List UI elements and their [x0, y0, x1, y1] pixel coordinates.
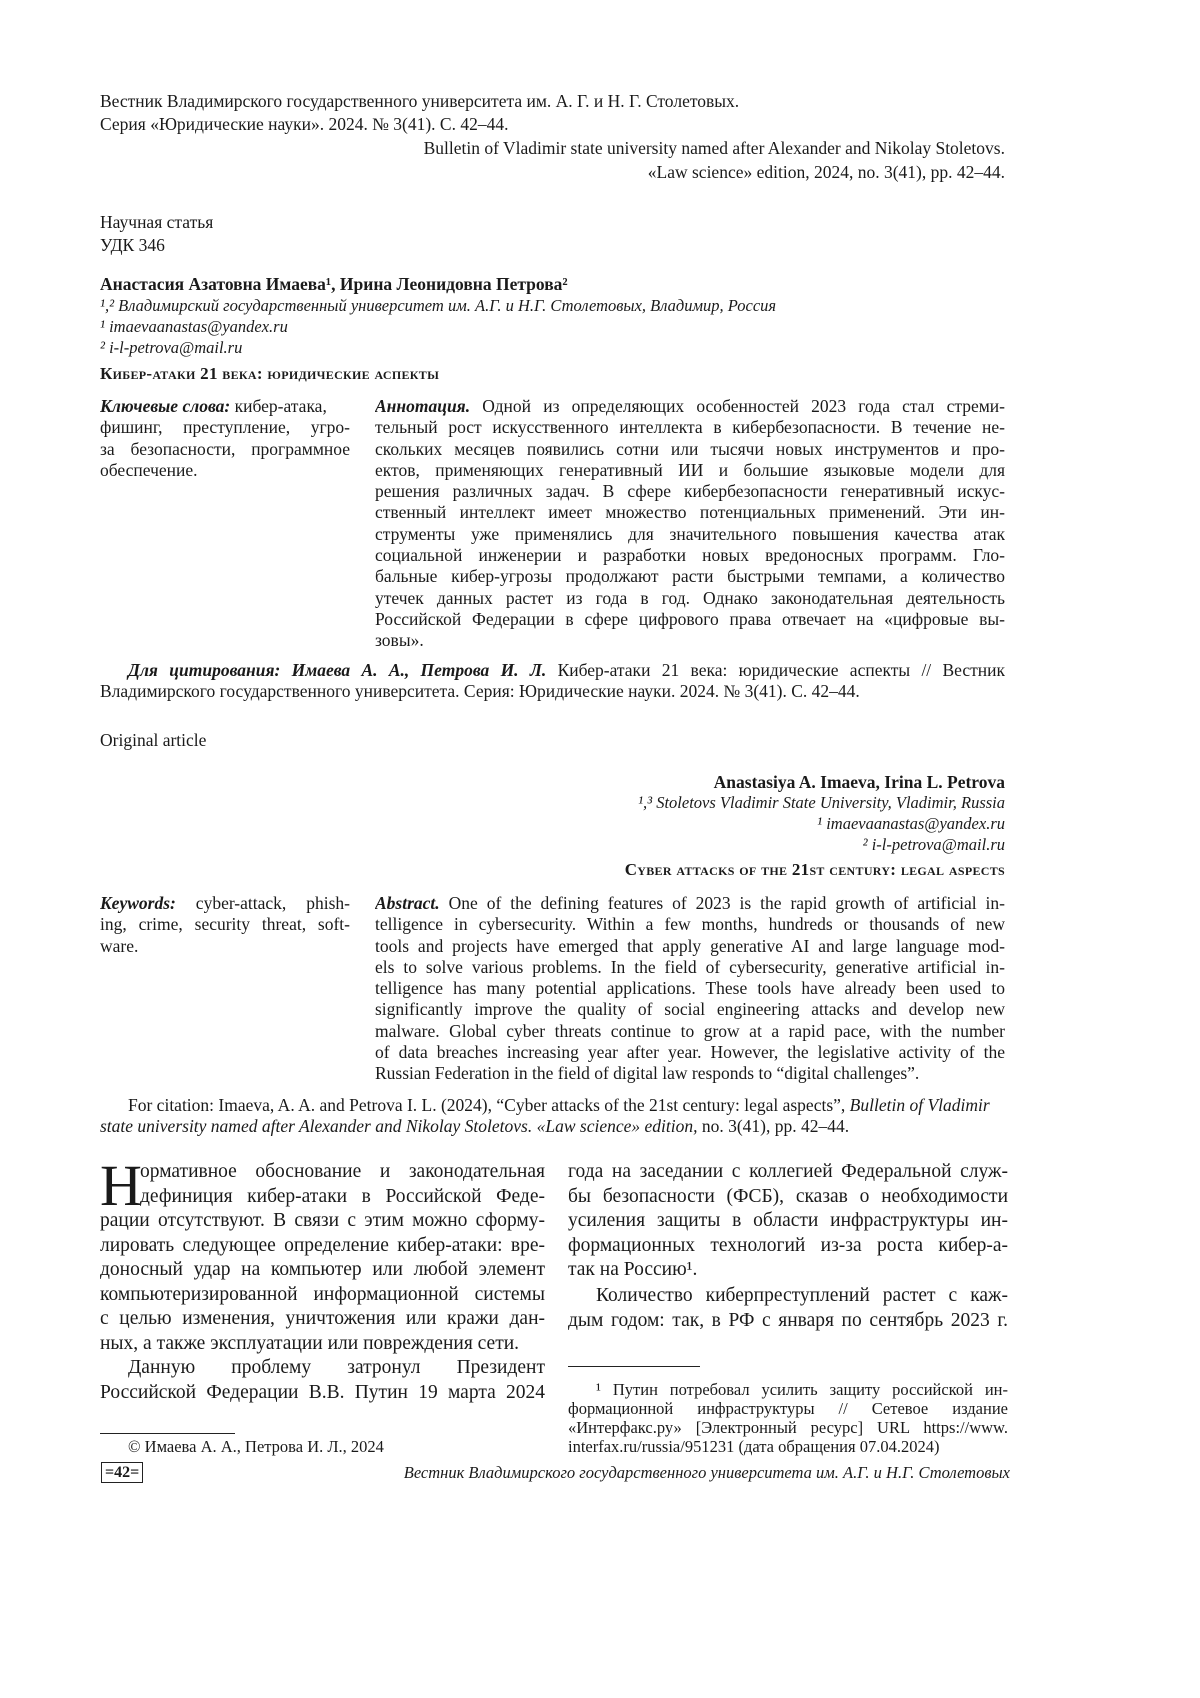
text-line: дефиниция кибер-атаки в Российской Феде- — [100, 1185, 545, 1210]
text-line: формационных технологий из-за роста кибер-а- — [568, 1234, 1008, 1259]
text-line: скольких месяцев появились сотни или тысячи новых инструментов и про- — [375, 439, 1005, 460]
text-line: tools and projects have emerged that apply generative AI and large language mod- — [375, 936, 1005, 957]
affiliation-en: ¹,³ Stoletovs Vladimir State University, Vladimir, Russia — [638, 793, 1005, 813]
citation-text: For citation: Imaeva, A. A. and Petrova I. L. (2024), “Cyber attacks of the 21st century: legal aspects”, — [128, 1095, 845, 1115]
text-line: «Интерфакс.ру» [Электронный ресурс] URL https://www. — [568, 1418, 1008, 1437]
citation-en — [128, 1095, 1005, 1116]
text-line: malware. Global cyber threats continue to grow at a rapid pace, with the number — [375, 1021, 1005, 1042]
text-line: утечек данных растет из года в год. Однако законодательная деятельность — [375, 588, 1005, 609]
text-line: telligence has many potential applications. These tools have already been used to — [375, 978, 1005, 999]
text-line: ¹ Путин потребовал усилить защиту российской ин- — [568, 1380, 1008, 1399]
text-line: Российской Федерации В.В. Путин 19 марта 2024 — [100, 1381, 545, 1406]
email-1-en: ¹ imaevaanastas@yandex.ru — [817, 814, 1005, 834]
text-line: Российской Федерации в сфере цифрового права отвечает на «цифровые вы- — [375, 609, 1005, 630]
copyright-divider — [100, 1433, 235, 1434]
text-line: ных, а также эксплуатации или повреждения сети. — [100, 1332, 545, 1357]
abstract-lines — [375, 417, 1005, 651]
header-ru — [100, 90, 739, 136]
affiliation-ru: ¹,² Владимирский государственный университет им. А.Г. и Н.Г. Столетовых, Владимир, Россия — [100, 296, 776, 316]
footer-journal: Вестник Владимирского государственного университета им. А.Г. и Н.Г. Столетовых — [404, 1463, 1010, 1483]
udc: УДК 346 — [100, 235, 165, 256]
text-line: формационной инфраструктуры // Сетевое издание — [568, 1399, 1008, 1418]
text-line: els to solve various problems. In the field of cybersecurity, generative artificial in- — [375, 957, 1005, 978]
text-line: с целью изменения, уничтожения или кражи дан- — [100, 1307, 545, 1332]
text-line: усиления защиты в области инфраструктуры ин- — [568, 1209, 1008, 1234]
authors-en: Anastasiya A. Imaeva, Irina L. Petrova — [714, 772, 1005, 793]
keywords-label: Ключевые слова: — [100, 396, 230, 416]
text-line: interfax.ru/russia/951231 (дата обращения 07.04.2024) — [568, 1437, 1008, 1456]
abstract-en — [375, 893, 1005, 1085]
abstract-label: Abstract. — [375, 893, 440, 913]
keywords-ru — [100, 396, 350, 481]
text-line: за безопасности, программное — [100, 439, 350, 460]
text-line: зовы». — [375, 630, 1005, 651]
text-line: ектов, применяющих генеративный ИИ и большие языковые модели для — [375, 460, 1005, 481]
abstract-line: One of the defining features of 2023 is the rapid growth of artificial in- — [449, 893, 1005, 913]
article-type-en: Original article — [100, 730, 206, 751]
text-line: лировать следующее определение кибер-атаки: вре- — [100, 1234, 545, 1259]
article-type-ru: Научная статья — [100, 212, 213, 233]
footnote — [568, 1380, 1008, 1456]
text-line: ware. — [100, 936, 350, 957]
text-line: струменты уже применялись для значительного повышения качества атак — [375, 524, 1005, 545]
keyword-line: кибер-атака, — [235, 396, 327, 416]
abstract-label: Аннотация. — [375, 396, 470, 416]
citation-line: Кибер-атаки 21 века: юридические аспекты // Вестник — [558, 660, 1005, 680]
text-line: так на Россию¹. — [568, 1258, 1008, 1283]
abstract-ru — [375, 396, 1005, 652]
text-line: telligence in cybersecurity. Within a few months, hundreds or thousands of new — [375, 914, 1005, 935]
text-line: Серия «Юридические науки». 2024. № 3(41). С. 42–44. — [100, 113, 739, 136]
text-line: доносный удар на компьютер или любой элемент — [100, 1258, 545, 1283]
text-line: бы безопасности (ФСБ), сказав о необходимости — [568, 1185, 1008, 1210]
article-title-en: Cyber attacks of the 21st century: legal aspects — [625, 860, 1005, 880]
page-number: =42= — [101, 1462, 143, 1483]
keywords-en — [100, 893, 350, 957]
citation-en-line2 — [100, 1116, 849, 1137]
text-line: Bulletin of Vladimir state university named after Alexander and Nikolay Stoletovs. — [424, 136, 1005, 160]
drop-cap: Н — [100, 1160, 142, 1212]
citation-journal: state university named after Alexander and Nikolay Stoletovs. «Law science» edition, — [100, 1116, 697, 1136]
text-line: significantly improve the quality of social engineering attacks and develop new — [375, 999, 1005, 1020]
text-line: социальной инженерии и разработки новых вредоносных программ. Гло- — [375, 545, 1005, 566]
text-line: «Law science» edition, 2024, no. 3(41), pp. 42–44. — [424, 160, 1005, 184]
text-line: of data breaches increasing year after year. However, the legislative activity of the — [375, 1042, 1005, 1063]
body-right-p1 — [568, 1160, 1008, 1283]
header-en — [424, 136, 1005, 184]
text-line: ing, crime, security threat, soft- — [100, 914, 350, 935]
keyword-line: cyber-attack, phish- — [196, 893, 350, 913]
footnote-divider — [568, 1366, 700, 1367]
abstract-line: Одной из определяющих особенностей 2023 года стал стреми- — [482, 396, 1005, 416]
keyword-lines — [100, 914, 350, 957]
citation-ru-line2: Владимирского государственного университета. Серия: Юридические науки. 2024. № 3(41). С. 42–44. — [100, 681, 860, 702]
email-2-en: ² i-l-petrova@mail.ru — [863, 835, 1005, 855]
text-line: рации отсутствуют. В связи с этим можно сформу- — [100, 1209, 545, 1234]
text-line: Количество киберпреступлений растет с каж- — [568, 1284, 1008, 1309]
text-line: Вестник Владимирского государственного университета им. А. Г. и Н. Г. Столетовых. — [100, 90, 739, 113]
text-line: бальные кибер-угрозы продолжают расти быстрыми темпами, а количество — [375, 566, 1005, 587]
citation-ru — [128, 660, 1005, 681]
article-title-ru: Кибер-атаки 21 века: юридические аспекты — [100, 364, 439, 384]
citation-journal: Bulletin of Vladimir — [850, 1095, 990, 1115]
text-line: обеспечение. — [100, 460, 350, 481]
authors-ru: Анастасия Азатовна Имаева¹, Ирина Леонидовна Петрова² — [100, 274, 568, 295]
citation-text: no. 3(41), pp. 42–44. — [702, 1116, 849, 1136]
text-line: фишинг, преступление, угро- — [100, 417, 350, 438]
text-line: ормативное обоснование и законодательная — [100, 1160, 545, 1185]
text-line: тельный рост искусственного интеллекта в кибербезопасности. В течение не- — [375, 417, 1005, 438]
body-left-p1 — [100, 1160, 545, 1356]
citation-label: Для цитирования: Имаева А. А., Петрова И. Л. — [128, 660, 546, 680]
text-line: дым годом: так, в РФ с января по сентябрь 2023 г. — [568, 1309, 1008, 1334]
email-1-ru: ¹ imaevaanastas@yandex.ru — [100, 317, 288, 337]
text-line: года на заседании с коллегией Федеральной служ- — [568, 1160, 1008, 1185]
text-line: Russian Federation in the field of digital law responds to “digital challenges”. — [375, 1063, 1005, 1084]
text-line: ственный интеллект имеет множество потенциальных применений. Эти ин- — [375, 502, 1005, 523]
email-2-ru: ² i-l-petrova@mail.ru — [100, 338, 242, 358]
keyword-lines — [100, 417, 350, 481]
text-line: компьютеризированной информационной системы — [100, 1283, 545, 1308]
text-line: Данную проблему затронул Президент — [100, 1356, 545, 1381]
keywords-label: Keywords: — [100, 893, 176, 913]
abstract-lines — [375, 914, 1005, 1084]
body-left-p2 — [100, 1356, 545, 1405]
body-right-p2 — [568, 1284, 1008, 1333]
copyright: © Имаева А. А., Петрова И. Л., 2024 — [128, 1437, 384, 1457]
text-line: решения различных задач. В сфере кибербезопасности генеративный искус- — [375, 481, 1005, 502]
